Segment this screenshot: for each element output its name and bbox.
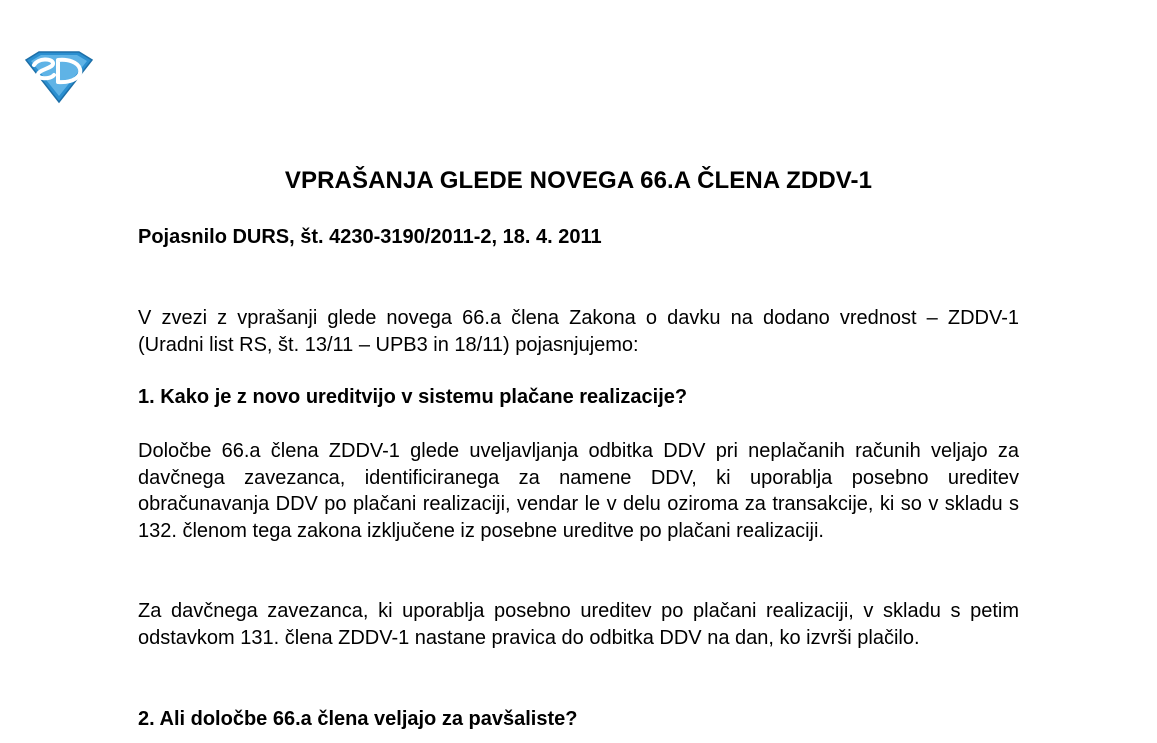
question-1-heading: 1. Kako je z novo ureditvijo v sistemu plačane realizacije? [138, 386, 688, 408]
sd-diamond-logo-icon [22, 50, 96, 104]
answer-1-paragraph-1: Določbe 66.a člena ZDDV-1 glede uveljavljanja odbitka DDV pri neplačanih računih veljajo za davčnega zavezanca, identificiranega za namene DDV, ki uporablja posebno ureditev obračunavanja DDV po plačani realizaciji, vendar le v delu oziroma za transakcije, ki so v skladu s 132. členom tega zakona izključene iz posebne ureditve po plačani realizaciji. [138, 440, 1019, 542]
document-subtitle: Pojasnilo DURS, št. 4230-3190/2011-2, 18. 4. 2011 [138, 226, 602, 248]
intro-paragraph: V zvezi z vprašanji glede novega 66.a člena Zakona o davku na dodano vrednost – ZDDV-1 (Uradni list RS, št. 13/11 – UPB3 in 18/11) pojasnjujemo: [138, 307, 1019, 356]
document-title: VPRAŠANJA GLEDE NOVEGA 66.A ČLENA ZDDV-1 [284, 167, 873, 194]
company-logo [22, 50, 96, 104]
answer-1-paragraph-2: Za davčnega zavezanca, ki uporablja posebno ureditev po plačani realizaciji, v skladu s petim odstavkom 131. člena ZDDV-1 nastane pravica do odbitka DDV na dan, ko izvrši plačilo. [138, 600, 1019, 649]
question-2-heading: 2. Ali določbe 66.a člena veljajo za pavšaliste? [138, 708, 578, 730]
